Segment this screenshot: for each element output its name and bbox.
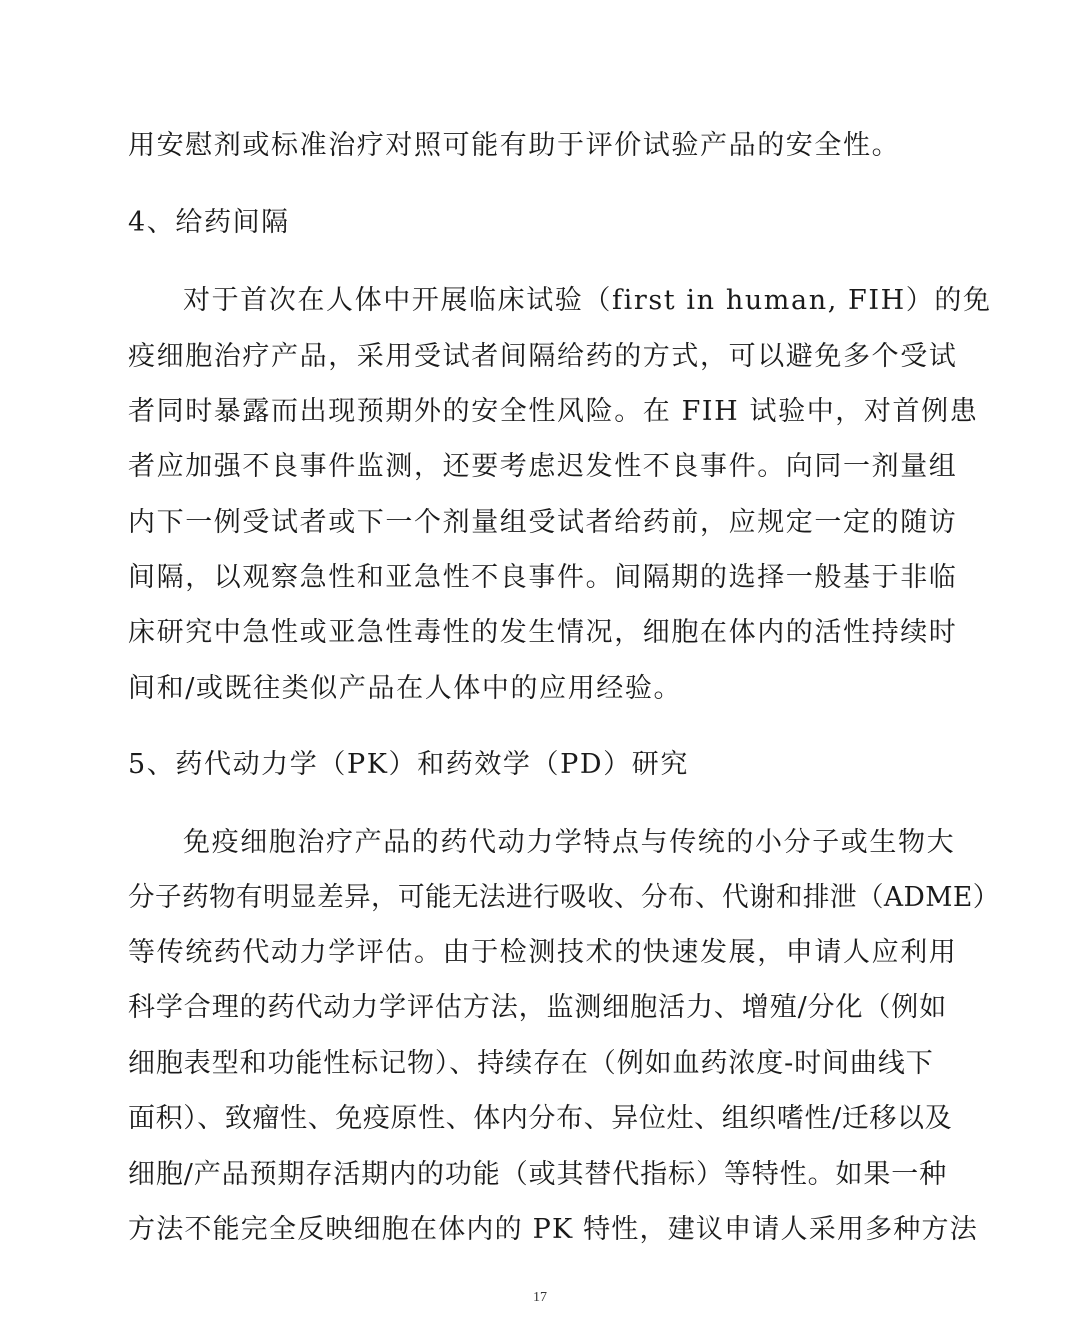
paragraph-first-line: 免疫细胞治疗产品的药代动力学特点与传统的小分子或生物大 [183, 827, 956, 858]
text-line: 间和/或既往类似产品在人体中的应用经验。 [128, 673, 683, 704]
text-line: 分子药物有明显差异，可能无法进行吸收、分布、代谢和排泄（ADME） [128, 882, 1000, 913]
text-line: 细胞表型和功能性标记物）、持续存在（例如血药浓度-时间曲线下 [128, 1048, 934, 1079]
text-line: 者应加强不良事件监测，还要考虑迟发性不良事件。向同一剂量组 [128, 451, 958, 482]
section-heading-pk-pd: 5、药代动力学（PK）和药效学（PD）研究 [128, 749, 689, 780]
text-line: 间隔，以观察急性和亚急性不良事件。间隔期的选择一般基于非临 [128, 562, 958, 593]
text-line: 细胞/产品预期存活期内的功能（或其替代指标）等特性。如果一种 [128, 1159, 948, 1190]
text-line: 者同时暴露而出现预期外的安全性风险。在 FIH 试验中，对首例患 [128, 396, 979, 427]
text-line: 床研究中急性或亚急性毒性的发生情况，细胞在体内的活性持续时 [128, 617, 958, 648]
text-line: 用安慰剂或标准治疗对照可能有助于评价试验产品的安全性。 [128, 130, 901, 161]
text-line: 面积）、致瘤性、免疫原性、体内分布、异位灶、组织嗜性/迁移以及 [128, 1103, 953, 1134]
text-line: 内下一例受试者或下一个剂量组受试者给药前，应规定一定的随访 [128, 507, 958, 538]
text-line: 疫细胞治疗产品，采用受试者间隔给药的方式，可以避免多个受试 [128, 341, 958, 372]
section-heading-dosing-interval: 4、给药间隔 [128, 207, 290, 238]
page-number: 17 [533, 1290, 547, 1305]
text-line: 等传统药代动力学评估。由于检测技术的快速发展，申请人应利用 [128, 937, 958, 968]
text-line: 方法不能完全反映细胞在体内的 PK 特性，建议申请人采用多种方法 [128, 1214, 978, 1245]
text-line: 科学合理的药代动力学评估方法，监测细胞活力、增殖/分化（例如 [128, 992, 948, 1023]
paragraph-first-line: 对于首次在人体中开展临床试验（first in human, FIH）的免 [183, 285, 992, 316]
